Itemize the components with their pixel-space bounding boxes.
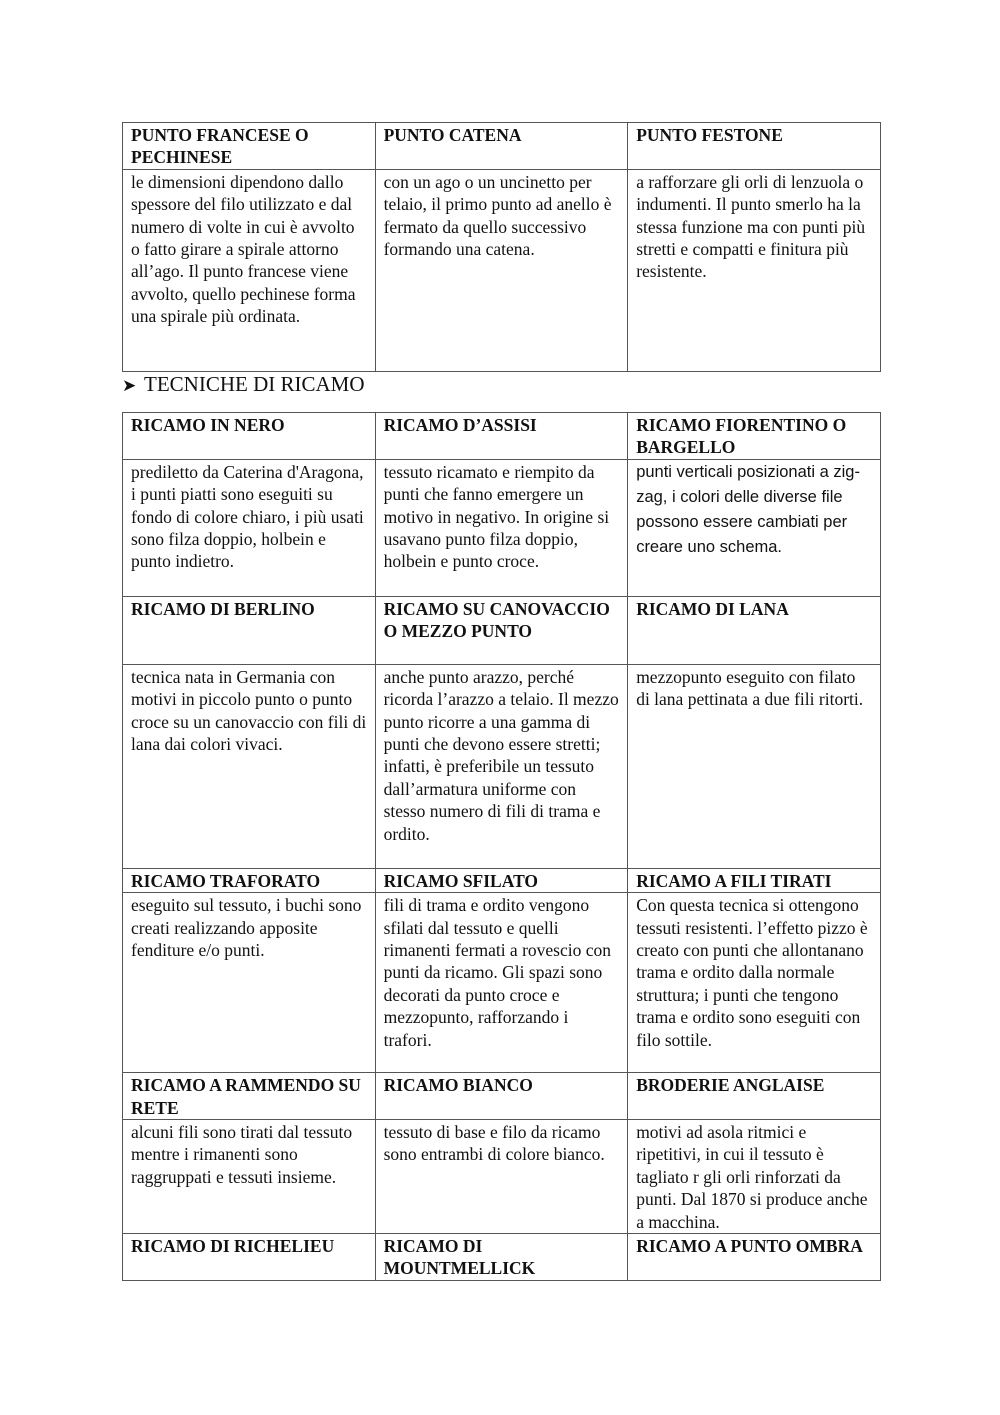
header-cell: RICAMO DI BERLINO <box>123 596 376 664</box>
header-cell: RICAMO DI RICHELIEU <box>123 1234 376 1281</box>
description-cell: motivi ad asola ritmici e ripetitivi, in cui il tessuto è tagliato r gli orli rinforzati da punti. Dal 1870 si produce anche a macchina. <box>628 1120 881 1234</box>
header-cell: PUNTO FESTONE <box>628 123 881 170</box>
table-row <box>123 1120 881 1234</box>
header-cell: BRODERIE ANGLAISE <box>628 1073 881 1120</box>
description-cell: eseguito sul tessuto, i buchi sono creati realizzando apposite fenditure e/o punti. <box>123 893 376 1073</box>
header-cell: RICAMO DI MOUNTMELLICK <box>375 1234 628 1281</box>
table-header-row <box>123 1073 881 1120</box>
table-header-row <box>123 868 881 892</box>
header-cell: RICAMO SU CANOVACCIO O MEZZO PUNTO <box>375 596 628 664</box>
techniques-table <box>122 412 881 1281</box>
table-row <box>123 169 881 371</box>
stitch-table <box>122 122 881 372</box>
table-header-row <box>123 596 881 664</box>
table-row <box>123 459 881 596</box>
header-cell: RICAMO D’ASSISI <box>375 413 628 460</box>
header-cell: PUNTO CATENA <box>375 123 628 170</box>
description-cell: mezzopunto eseguito con filato di lana pettinata a due fili ritorti. <box>628 664 881 868</box>
header-cell: RICAMO TRAFORATO <box>123 868 376 892</box>
description-cell: prediletto da Caterina d'Aragona, i punti piatti sono eseguiti su fondo di colore chiaro, i più usati sono filza doppio, holbein e punto indietro. <box>123 459 376 596</box>
table-header-row <box>123 123 881 170</box>
description-cell: alcuni fili sono tirati dal tessuto mentre i rimanenti sono raggruppati e tessuti insieme. <box>123 1120 376 1234</box>
description-cell: fili di trama e ordito vengono sfilati dal tessuto e quelli rimanenti fermati a rovescio con punti da ricamo. Gli spazi sono decorati da punto croce e mezzopunto, rafforzando i trafori. <box>375 893 628 1073</box>
table-row <box>123 664 881 868</box>
description-cell: tecnica nata in Germania con motivi in piccolo punto o punto croce su un canovaccio con fili di lana dai colori vivaci. <box>123 664 376 868</box>
description-cell: tessuto ricamato e riempito da punti che fanno emergere un motivo in negativo. In origine si usavano punto filza doppio, holbein e punto croce. <box>375 459 628 596</box>
header-cell: RICAMO SFILATO <box>375 868 628 892</box>
table-header-row <box>123 413 881 460</box>
section-heading <box>122 371 365 399</box>
header-cell: RICAMO A RAMMENDO SU RETE <box>123 1073 376 1120</box>
description-cell: con un ago o un uncinetto per telaio, il primo punto ad anello è fermato da quello successivo formando una catena. <box>375 169 628 371</box>
description-cell: tessuto di base e filo da ricamo sono entrambi di colore bianco. <box>375 1120 628 1234</box>
section-heading-text: TECNICHE DI RICAMO <box>144 372 365 396</box>
table-header-row <box>123 1234 881 1281</box>
description-cell: a rafforzare gli orli di lenzuola o indumenti. Il punto smerlo ha la stessa funzione ma con punti più stretti e compatti e finitura più resistente. <box>628 169 881 371</box>
description-cell: punti verticali posizionati a zig-zag, i colori delle diverse file possono essere cambiati per creare uno schema. <box>628 459 881 596</box>
header-cell: RICAMO DI LANA <box>628 596 881 664</box>
table-row <box>123 893 881 1073</box>
header-cell: RICAMO FIORENTINO O BARGELLO <box>628 413 881 460</box>
header-cell: RICAMO BIANCO <box>375 1073 628 1120</box>
header-cell: RICAMO IN NERO <box>123 413 376 460</box>
description-cell: Con questa tecnica si ottengono tessuti resistenti. l’effetto pizzo è creato con punti che allontanano trama e ordito dalla normale struttura; i punti che tengono trama e ordito sono eseguiti con filo sottile. <box>628 893 881 1073</box>
description-cell: anche punto arazzo, perché ricorda l’arazzo a telaio. Il mezzo punto ricorre a una gamma di punti che devono essere stretti; infatti, è preferibile un tessuto dall’armatura uniforme con stesso numero di fili di trama e ordito. <box>375 664 628 868</box>
arrow-bullet-icon: ➤ <box>122 376 137 396</box>
header-cell: RICAMO A PUNTO OMBRA <box>628 1234 881 1281</box>
header-cell: RICAMO A FILI TIRATI <box>628 868 881 892</box>
header-cell: PUNTO FRANCESE O PECHINESE <box>123 123 376 170</box>
description-cell: le dimensioni dipendono dallo spessore del filo utilizzato e dal numero di volte in cui è avvolto o fatto girare a spirale attorno all’ago. Il punto francese viene avvolto, quello pechinese forma una spirale più ordinata. <box>123 169 376 371</box>
